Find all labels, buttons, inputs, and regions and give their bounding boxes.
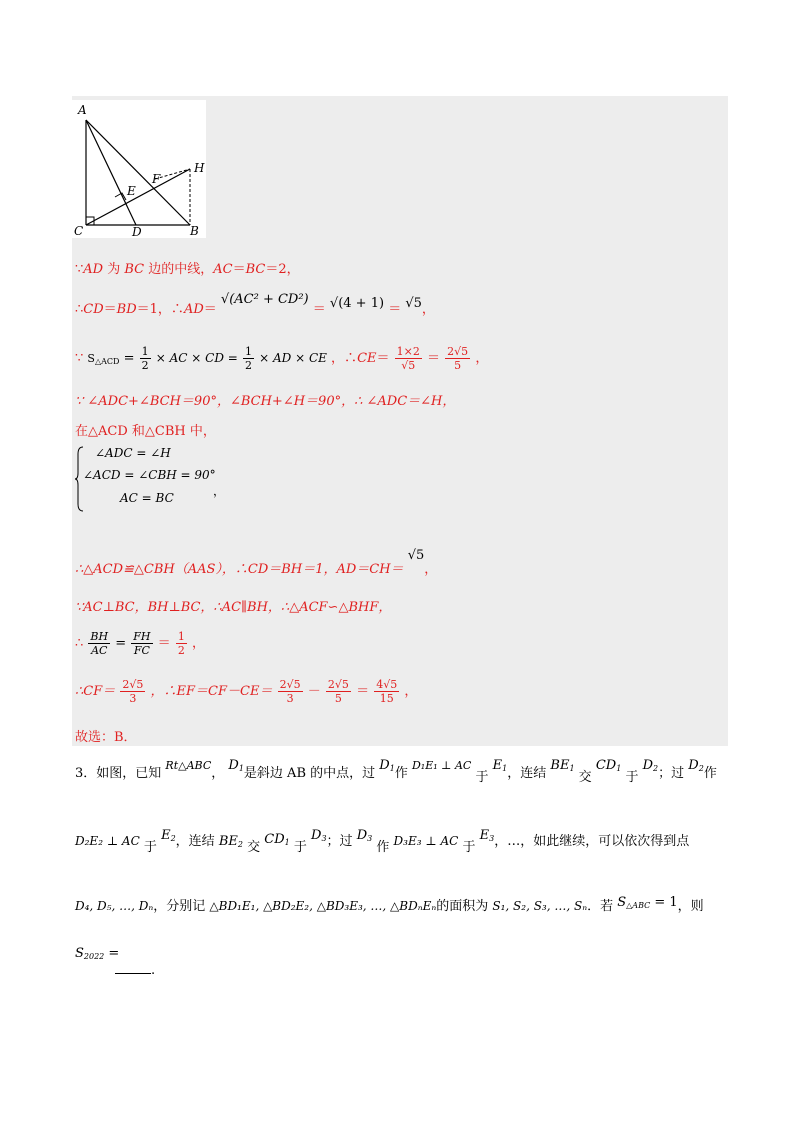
right-angle-E: [115, 193, 126, 200]
system-row-1: ∠ADC = ∠H: [95, 446, 171, 460]
solution-line-4: ∵ ∠ADC+∠BCH＝90°，∠BCH+∠H＝90°，∴ ∠ADC＝∠H，: [75, 394, 456, 409]
triangle-diagram: [72, 100, 206, 238]
solution-line-5: 在△ACD 和△CBH 中，: [75, 424, 216, 439]
question-row-1: 3．如图，已知 $^{Rt\triangle ABC}$， $D_1$是斜边 AB 的中点，过 $D_1$作 $^{D_1E_1 \perp AC}$ 于 $E_1$，连结 $BE_1$ 交 $CD_1$ 于 $D_2$；过 $D_2$作: [75, 758, 717, 785]
answer-blank[interactable]: [115, 963, 151, 974]
solution-line-10: 故选：B．: [75, 730, 137, 745]
solution-line-2: ∴CD＝BD＝1，∴AD＝ √(AC² + CD²) ＝ √(4 + 1) ＝ √5，: [75, 292, 435, 317]
segment-AB: [86, 120, 190, 225]
label-D: D: [132, 225, 142, 238]
label-A: A: [78, 103, 87, 117]
system-row-2: ∠ACD = ∠CBH = 90°: [83, 468, 216, 482]
solution-line-7: ∵AC⊥BC，BH⊥BC，∴AC∥BH，∴△ACF∽△BHF，: [75, 600, 392, 615]
equation-system: [75, 444, 225, 514]
label-B: B: [190, 224, 199, 238]
label-F: F: [152, 172, 161, 186]
system-comma: ，: [213, 484, 226, 498]
solution-line-6: ∴△ACD≌△CBH（AAS），∴CD＝BH＝1，AD＝CH＝ √5，: [75, 548, 438, 577]
label-E: E: [127, 184, 136, 198]
geometry-figure: [72, 100, 206, 238]
solution-line-8: ∴ $\frac{BH}{AC}$ = $\frac{FH}{FC}$ ＝ $\frac{1}{2}$ ，: [75, 630, 205, 657]
label-C: C: [74, 224, 84, 238]
segment-AD: [86, 120, 136, 225]
question-row-3: D₄, D₅, …, Dₙ，分别记 △BD₁E₁, △BD₂E₂, △BD₃E₃, …, △BDₙEₙ的面积为 S₁, S₂, S₃, …, Sₙ．若 $S_{\triangle ABC} = 1$，则: [75, 895, 704, 914]
question-row-4: $S_{2022}$ = .: [75, 946, 156, 978]
solution-line-3: ∵ $S_{\triangle ACD}$ = $\frac{1}{2}$ × AC × CD = $\frac{1}{2}$ × AD × CE ，∴CE＝ $\frac{1\times 2}{√5}$ ＝ $\frac{2√5}{5}$ ，: [75, 345, 489, 372]
segment-CH: [86, 169, 190, 225]
question-row-2: D₂E₂ ⊥ AC 于 $E_2$，连结 $BE_2$ 交 $CD_1$ 于 $D_3$；过 $D_3$ 作 D₃E₃ ⊥ AC 于 $E_3$，…，如此继续，可以依次得到点: [75, 828, 690, 855]
solution-line-9: ∴CF＝ $\frac{2√5}{3}$ ，∴EF＝CF－CE＝ $\frac{2√5}{3}$ － $\frac{2√5}{5}$ ＝ $\frac{4√5}{15}$ ，: [75, 678, 418, 705]
solution-line-1: ∵AD 为 BC 边的中线，AC＝BC＝2，: [75, 262, 300, 277]
system-row-3: AC = BC: [120, 491, 174, 505]
label-H: H: [194, 161, 205, 175]
